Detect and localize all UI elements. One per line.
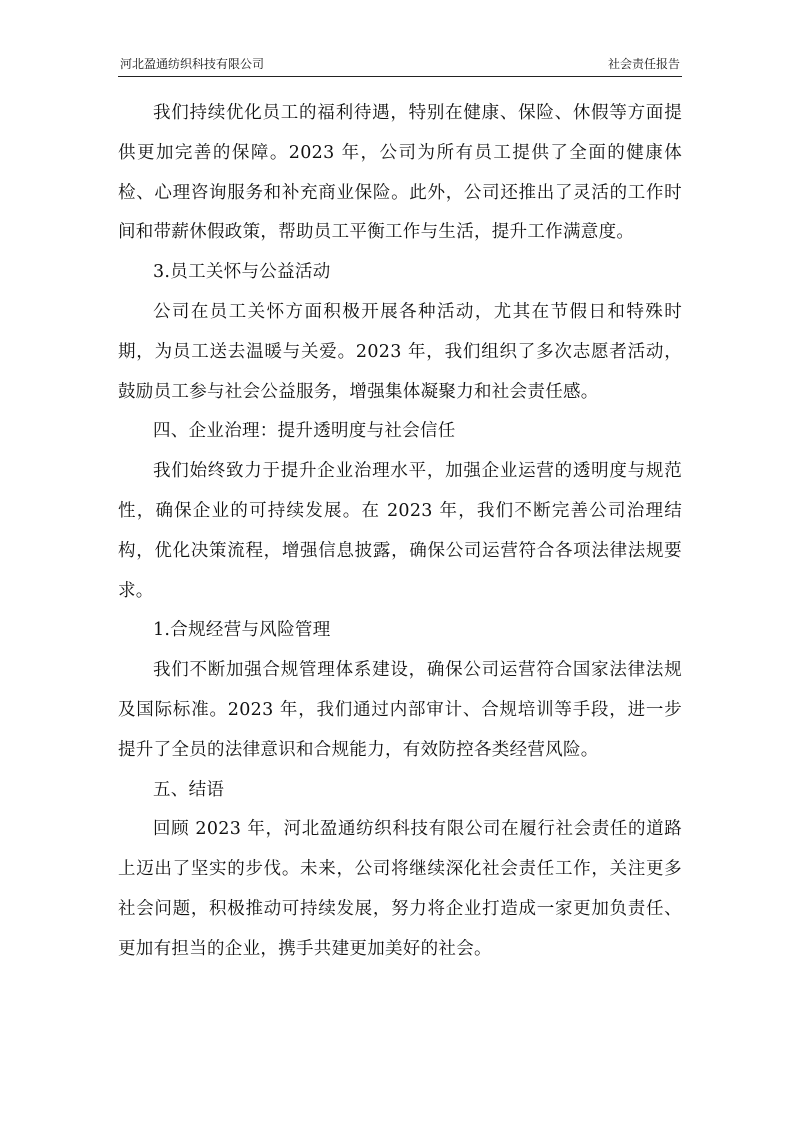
paragraph-employee-care: 公司在员工关怀方面积极开展各种活动，尤其在节假日和特殊时期，为员工送去温暖与关爱。2023 年，我们组织了多次志愿者活动，鼓励员工参与社会公益服务，增强集体凝聚力和社会责任感。 bbox=[118, 301, 682, 402]
section-heading-compliance: 1.合规经营与风险管理 bbox=[153, 620, 331, 641]
header-report-title: 社会责任报告 bbox=[607, 57, 680, 71]
section-heading-conclusion: 五、结语 bbox=[153, 779, 225, 800]
header-company-name: 河北盈通纺织科技有限公司 bbox=[120, 57, 265, 71]
section-heading-corporate-governance: 四、企业治理：提升透明度与社会信任 bbox=[153, 421, 456, 442]
document-body bbox=[118, 94, 682, 970]
page-header bbox=[118, 52, 682, 77]
paragraph-employee-benefits: 我们持续优化员工的福利待遇，特别在健康、保险、休假等方面提供更加完善的保障。2023 年，公司为所有员工提供了全面的健康体检、心理咨询服务和补充商业保险。此外，公司还推出了灵活的工作时间和带薪休假政策，帮助员工平衡工作与生活，提升工作满意度。 bbox=[118, 103, 682, 243]
paragraph-conclusion: 回顾 2023 年，河北盈通纺织科技有限公司在履行社会责任的道路上迈出了坚实的步伐。未来，公司将继续深化社会责任工作，关注更多社会问题，积极推动可持续发展，努力将企业打造成一家更加负责任、更加有担当的企业，携手共建更加美好的社会。 bbox=[118, 819, 682, 959]
paragraph-corporate-governance: 我们始终致力于提升企业治理水平，加强企业运营的透明度与规范性，确保企业的可持续发展。在 2023 年，我们不断完善公司治理结构，优化决策流程，增强信息披露，确保公司运营符合各项法律法规要求。 bbox=[118, 461, 682, 601]
section-heading-employee-care: 3.员工关怀与公益活动 bbox=[153, 262, 331, 283]
paragraph-compliance: 我们不断加强合规管理体系建设，确保公司运营符合国家法律法规及国际标准。2023 年，我们通过内部审计、合规培训等手段，进一步提升了全员的法律意识和合规能力，有效防控各类经营风险。 bbox=[118, 660, 682, 760]
